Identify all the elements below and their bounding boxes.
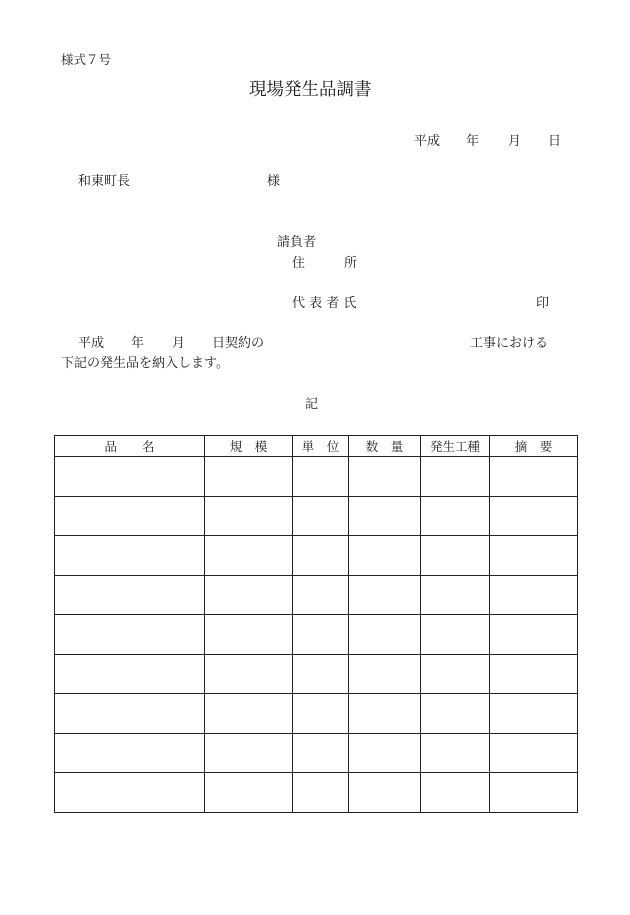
cell-quantity[interactable] (349, 733, 421, 773)
address-label: 住 所 (292, 256, 358, 271)
cell-item-name[interactable] (55, 457, 205, 497)
cell-item-name[interactable] (55, 615, 205, 655)
cell-unit[interactable] (293, 694, 349, 734)
cell-item-name[interactable] (55, 654, 205, 694)
items-table-body (55, 457, 578, 813)
cell-scale[interactable] (205, 575, 293, 615)
header-scale: 規 模 (205, 436, 293, 457)
contractor-heading: 請負者 (277, 235, 317, 250)
cell-item-name[interactable] (55, 694, 205, 734)
table-row (55, 496, 578, 536)
cell-work-type[interactable] (421, 694, 490, 734)
table-row (55, 654, 578, 694)
document-title: 現場発生品調書 (249, 80, 372, 100)
cell-unit[interactable] (293, 457, 349, 497)
date-year-unit: 年 (466, 134, 480, 149)
cell-work-type[interactable] (421, 615, 490, 655)
cell-item-name[interactable] (55, 773, 205, 813)
addressee-honorific: 様 (267, 174, 281, 189)
cell-remarks[interactable] (490, 457, 578, 497)
cell-work-type[interactable] (421, 773, 490, 813)
cell-work-type[interactable] (421, 496, 490, 536)
table-row (55, 694, 578, 734)
cell-remarks[interactable] (490, 575, 578, 615)
table-row (55, 615, 578, 655)
cell-item-name[interactable] (55, 733, 205, 773)
table-row (55, 733, 578, 773)
cell-remarks[interactable] (490, 496, 578, 536)
header-quantity: 数 量 (349, 436, 421, 457)
cell-quantity[interactable] (349, 615, 421, 655)
cell-remarks[interactable] (490, 654, 578, 694)
cell-scale[interactable] (205, 496, 293, 536)
cell-scale[interactable] (205, 615, 293, 655)
note-heading: 記 (305, 397, 319, 412)
cell-work-type[interactable] (421, 654, 490, 694)
date-month-unit: 月 (508, 134, 522, 149)
seal-label: 印 (536, 296, 550, 311)
cell-item-name[interactable] (55, 496, 205, 536)
cell-unit[interactable] (293, 615, 349, 655)
cell-work-type[interactable] (421, 733, 490, 773)
table-header-row (55, 436, 578, 457)
body-month-unit: 月 (172, 336, 186, 351)
representative-label: 代 表 者 氏 (292, 296, 357, 311)
cell-unit[interactable] (293, 654, 349, 694)
cell-unit[interactable] (293, 536, 349, 576)
cell-remarks[interactable] (490, 773, 578, 813)
cell-remarks[interactable] (490, 694, 578, 734)
table-row (55, 575, 578, 615)
cell-unit[interactable] (293, 773, 349, 813)
cell-remarks[interactable] (490, 733, 578, 773)
date-day-unit: 日 (548, 134, 562, 149)
cell-scale[interactable] (205, 536, 293, 576)
table-row (55, 773, 578, 813)
cell-quantity[interactable] (349, 575, 421, 615)
cell-scale[interactable] (205, 457, 293, 497)
cell-unit[interactable] (293, 733, 349, 773)
cell-quantity[interactable] (349, 773, 421, 813)
cell-quantity[interactable] (349, 496, 421, 536)
body-work-text: 工事における (470, 336, 549, 351)
addressee-name: 和東町長 (78, 174, 131, 189)
body-statement: 下記の発生品を納入します。 (61, 356, 229, 371)
cell-quantity[interactable] (349, 536, 421, 576)
cell-quantity[interactable] (349, 654, 421, 694)
cell-scale[interactable] (205, 773, 293, 813)
cell-item-name[interactable] (55, 536, 205, 576)
header-remarks: 摘 要 (490, 436, 578, 457)
cell-remarks[interactable] (490, 536, 578, 576)
body-contract-text: 日契約の (212, 336, 265, 351)
cell-scale[interactable] (205, 654, 293, 694)
date-era: 平成 (414, 134, 441, 149)
cell-scale[interactable] (205, 733, 293, 773)
table-row (55, 536, 578, 576)
cell-work-type[interactable] (421, 536, 490, 576)
table-row (55, 457, 578, 497)
header-item-name: 品 名 (55, 436, 205, 457)
cell-work-type[interactable] (421, 457, 490, 497)
body-year-unit: 年 (131, 336, 145, 351)
cell-scale[interactable] (205, 694, 293, 734)
body-era: 平成 (78, 336, 105, 351)
cell-unit[interactable] (293, 575, 349, 615)
form-number: 様式７号 (61, 52, 112, 67)
cell-quantity[interactable] (349, 694, 421, 734)
header-work-type: 発生工種 (421, 436, 490, 457)
cell-unit[interactable] (293, 496, 349, 536)
cell-quantity[interactable] (349, 457, 421, 497)
cell-remarks[interactable] (490, 615, 578, 655)
items-table (54, 435, 578, 813)
cell-item-name[interactable] (55, 575, 205, 615)
cell-work-type[interactable] (421, 575, 490, 615)
header-unit: 単 位 (293, 436, 349, 457)
